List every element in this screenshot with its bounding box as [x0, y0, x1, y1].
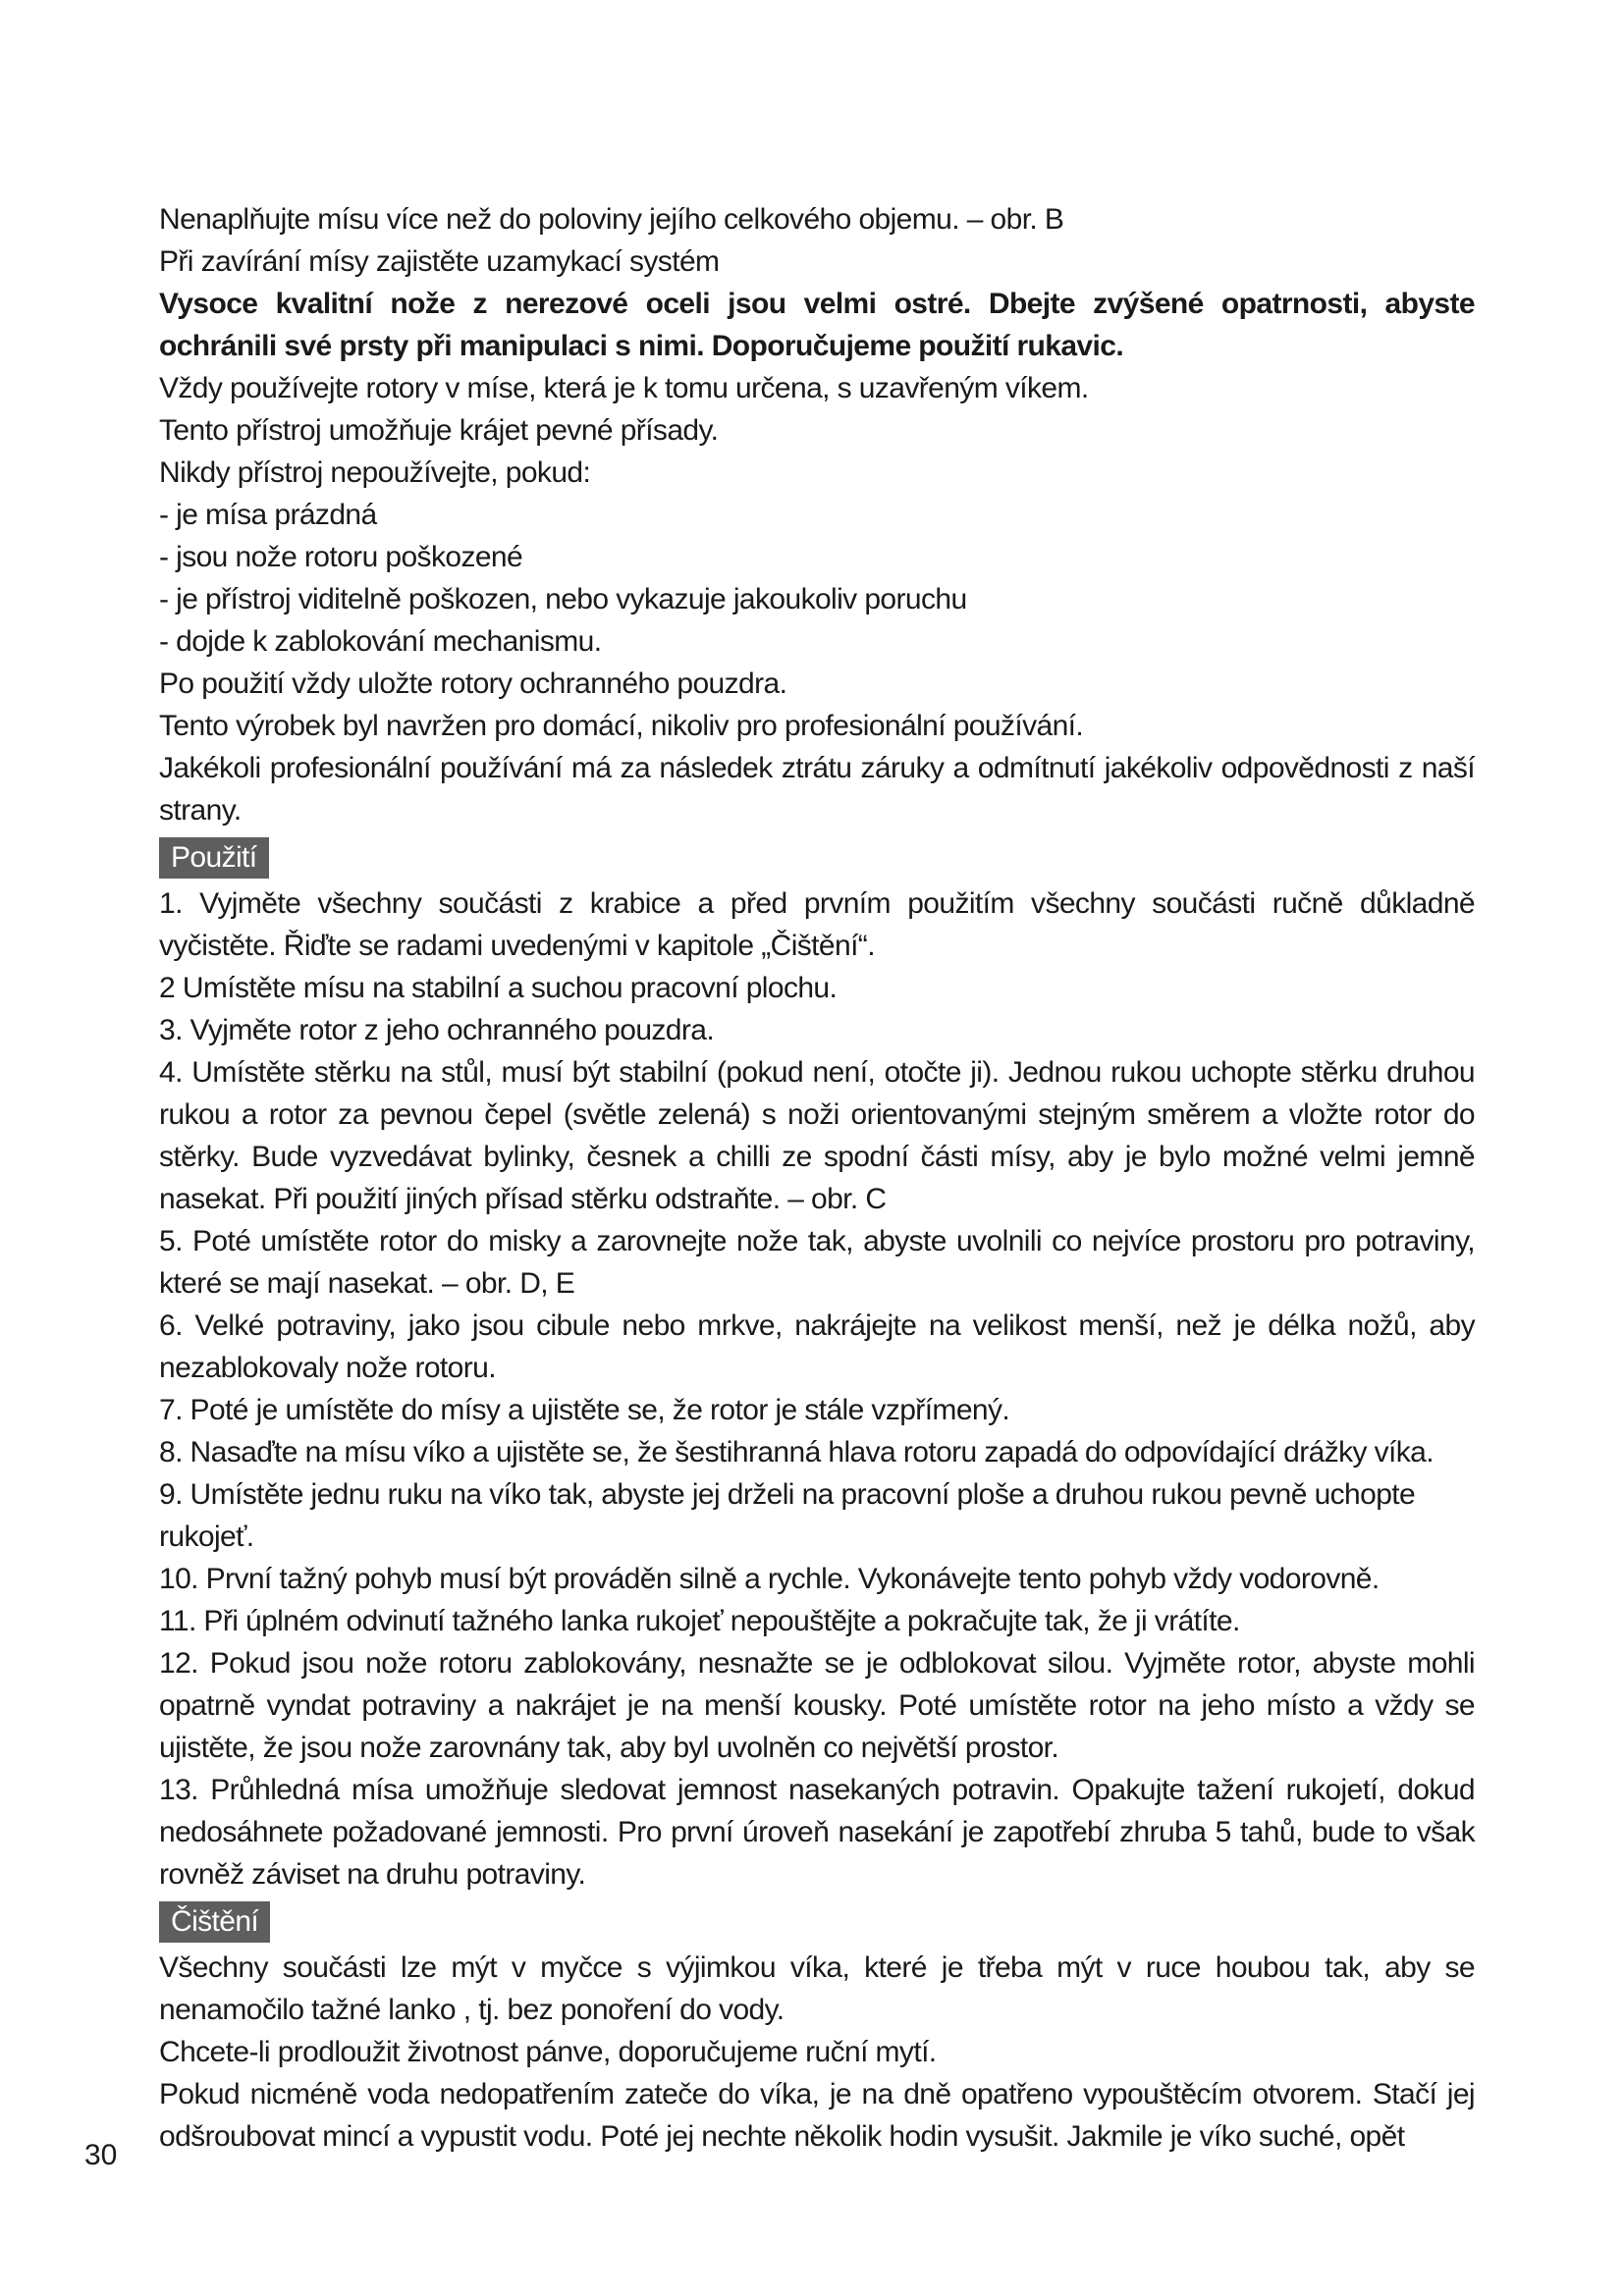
page-number: 30	[84, 2139, 118, 2171]
cleaning-heading: Čištění	[159, 1901, 270, 1943]
general-line-9: Tento výrobek byl navržen pro domácí, nikoliv pro profesionální používání.	[159, 710, 1084, 742]
usage-step-12: 12. Pokud jsou nože rotoru zablokovány, nesnažte se je odblokovat silou. Vyjměte rotor, abyste mohli opatrně vyndat potraviny a nakrájet je na menší kousky. Poté umístěte rotor na jeho místo a vždy se ujistěte, že jsou nože zarovnány tak, aby byl uvolněn co největší prostor.	[159, 1647, 1475, 1764]
usage-step-9: 9. Umístěte jednu ruku na víko tak, abyste jej drželi na pracovní ploše a druhou rukou pevně uchopte rukojeť.	[159, 1478, 1416, 1553]
usage-step-5: 5. Poté umístěte rotor do misky a zarovnejte nože tak, abyste uvolnili co nejvíce prostoru pro potraviny, které se mají nasekat. – obr. D, E	[159, 1225, 1475, 1300]
usage-step-3: 3. Vyjměte rotor z jeho ochranného pouzdra.	[159, 1014, 715, 1046]
cleaning-paragraph-2: Chcete-li prodloužit životnost pánve, doporučujeme ruční mytí.	[159, 2036, 937, 2068]
usage-step-10: 10. První tažný pohyb musí být prováděn silně a rychle. Vykonávejte tento pohyb vždy vodorovně.	[159, 1563, 1380, 1595]
general-line-7: - dojde k zablokování mechanismu.	[159, 625, 602, 658]
usage-step-4: 4. Umístěte stěrku na stůl, musí být stabilní (pokud není, otočte ji). Jednou rukou uchopte stěrku druhou rukou a rotor za pevnou čepel (světle zelená) s noži orientovanými stejným směrem a vložte rotor do stěrky. Bude vyzvedávat bylinky, česnek a chilli ze spodní části mísy, aby je bylo možné velmi jemně nasekat. Při použití jiných přísad stěrku odstraňte. – obr. C	[159, 1056, 1475, 1215]
usage-step-1: 1. Vyjměte všechny součásti z krabice a před prvním použitím všechny součásti ručně důkladně vyčistěte. Řiďte se radami uvedenými v kapitole „Čištění“.	[159, 887, 1475, 962]
knife-warning: Vysoce kvalitní nože z nerezové oceli jsou velmi ostré. Dbejte zvýšené opatrnosti, abyste ochránili své prsty při manipulaci s nimi. Doporučujeme použití rukavic.	[159, 288, 1475, 362]
page-content	[159, 198, 1475, 2158]
usage-step-6: 6. Velké potraviny, jako jsou cibule nebo mrkve, nakrájejte na velikost menší, než je délka nožů, aby nezablokovaly nože rotoru.	[159, 1309, 1475, 1384]
general-line-3: Nikdy přístroj nepoužívejte, pokud:	[159, 456, 591, 489]
intro-line-2: Při zavírání mísy zajistěte uzamykací systém	[159, 245, 720, 278]
general-line-4: - je mísa prázdná	[159, 499, 377, 531]
general-line-5: - jsou nože rotoru poškozené	[159, 541, 523, 573]
general-line-8: Po použití vždy uložte rotory ochranného pouzdra.	[159, 667, 787, 700]
cleaning-paragraph-3: Pokud nicméně voda nedopatřením zateče do víka, je na dně opatřeno vypouštěcím otvorem. Stačí jej odšroubovat mincí a vypustit vodu. Poté jej nechte několik hodin vysušit. Jakmile je víko suché, opět	[159, 2078, 1475, 2153]
usage-step-7: 7. Poté je umístěte do mísy a ujistěte se, že rotor je stále vzpřímený.	[159, 1394, 1010, 1426]
usage-step-11: 11. Při úplném odvinutí tažného lanka rukojeť nepouštějte a pokračujte tak, že ji vrátíte.	[159, 1605, 1240, 1637]
general-line-1: Vždy používejte rotory v míse, která je k tomu určena, s uzavřeným víkem.	[159, 372, 1089, 404]
general-line-10: Jakékoli profesionální používání má za následek ztrátu záruky a odmítnutí jakékoliv odpovědnosti z naší strany.	[159, 752, 1475, 827]
general-line-2: Tento přístroj umožňuje krájet pevné přísady.	[159, 414, 719, 447]
general-line-6: - je přístroj viditelně poškozen, nebo vykazuje jakoukoliv poruchu	[159, 583, 967, 615]
usage-step-8: 8. Nasaďte na mísu víko a ujistěte se, že šestihranná hlava rotoru zapadá do odpovídající drážky víka.	[159, 1436, 1434, 1468]
cleaning-paragraph-1: Všechny součásti lze mýt v myčce s výjimkou víka, které je třeba mýt v ruce houbou tak, aby se nenamočilo tažné lanko , tj. bez ponoření do vody.	[159, 1951, 1475, 2026]
usage-step-2: 2 Umístěte mísu na stabilní a suchou pracovní plochu.	[159, 972, 838, 1004]
usage-heading: Použití	[159, 837, 269, 879]
intro-line-1: Nenaplňujte mísu více než do poloviny jejího celkového objemu. – obr. B	[159, 203, 1064, 236]
usage-step-13: 13. Průhledná mísa umožňuje sledovat jemnost nasekaných potravin. Opakujte tažení rukojetí, dokud nedosáhnete požadované jemnosti. Pro první úroveň nasekání je zapotřebí zhruba 5 tahů, bude to však rovněž záviset na druhu potraviny.	[159, 1774, 1475, 1891]
